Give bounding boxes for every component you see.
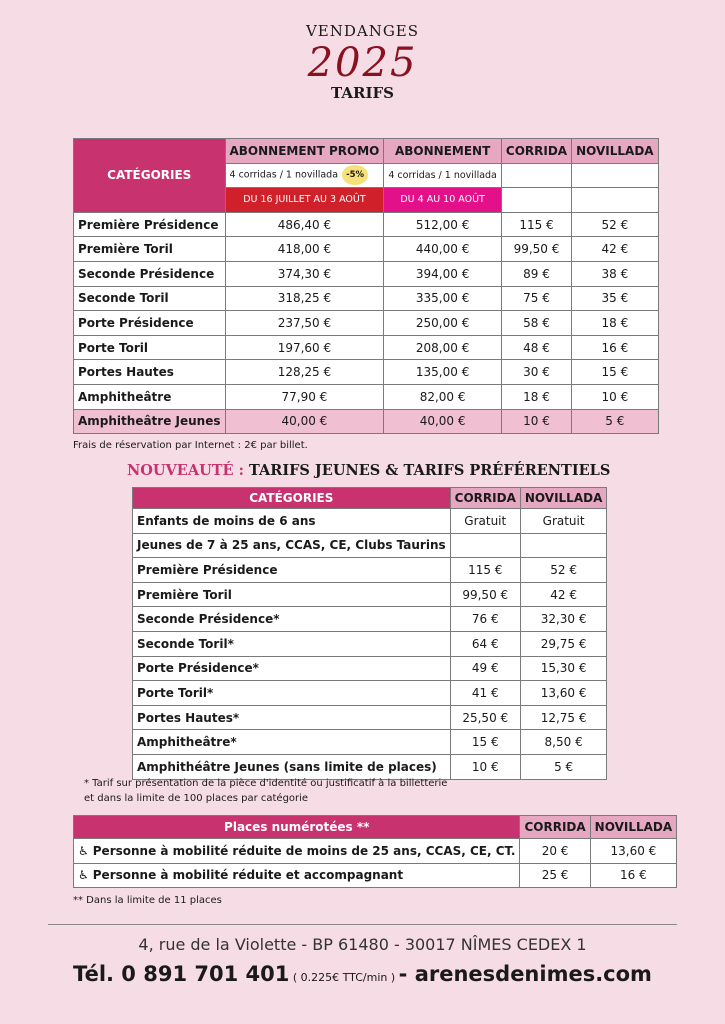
table-row xyxy=(74,384,659,409)
table-row xyxy=(74,261,659,286)
row-novillada: 5 € xyxy=(520,754,607,779)
header-year: 2025 xyxy=(307,40,418,86)
row-category: Portes Hautes* xyxy=(133,705,451,730)
row-corrida: 115 € xyxy=(501,212,571,237)
row-category: Portes Hautes xyxy=(74,360,226,385)
row-abonnement: 40,00 € xyxy=(384,409,502,434)
t1-header-categories: CATÉGORIES xyxy=(74,139,226,213)
row-category xyxy=(74,839,520,864)
tarif-note-line1: * Tarif sur présentation de la pièce d'identité ou justificatif à la billetterie xyxy=(84,778,448,789)
table-row xyxy=(133,558,607,583)
t1-sub-promo-text: 4 corridas / 1 novillada xyxy=(229,169,339,181)
row-category: Jeunes de 7 à 25 ans, CCAS, CE, Clubs Taurins xyxy=(133,533,451,558)
t3-header-places: Places numérotées ** xyxy=(74,816,520,839)
t1-empty-cell xyxy=(501,163,571,188)
row-category: Porte Toril xyxy=(74,335,226,360)
t1-sub-promo xyxy=(225,163,384,188)
row-category: Seconde Toril* xyxy=(133,631,451,656)
table-row xyxy=(133,509,607,534)
discount-badge: -5% xyxy=(342,165,368,185)
t1-date-promo: DU 16 JUILLET AU 3 AOÛT xyxy=(225,188,384,213)
row-novillada: 52 € xyxy=(520,558,607,583)
row-novillada: 35 € xyxy=(572,286,659,311)
row-category: Porte Toril* xyxy=(133,681,451,706)
row-abonnement: 512,00 € xyxy=(384,212,502,237)
footer-divider xyxy=(48,924,677,925)
row-corrida: 58 € xyxy=(501,311,571,336)
row-novillada: 12,75 € xyxy=(520,705,607,730)
footer-contact xyxy=(0,962,725,986)
row-category: Première Présidence xyxy=(74,212,226,237)
row-abonnement: 335,00 € xyxy=(384,286,502,311)
row-novillada: 16 € xyxy=(590,863,677,888)
row-corrida: Gratuit xyxy=(450,509,520,534)
row-novillada: 29,75 € xyxy=(520,631,607,656)
row-category: Amphithéâtre Jeunes (sans limite de places) xyxy=(133,754,451,779)
table-row xyxy=(133,607,607,632)
table-row xyxy=(74,212,659,237)
t1-empty-cell xyxy=(501,188,571,213)
nouveaute-title: TARIFS JEUNES & TARIFS PRÉFÉRENTIELS xyxy=(243,462,611,479)
tarif-note-line2: et dans la limite de 100 places par catégorie xyxy=(84,793,309,804)
t2-header-corrida: CORRIDA xyxy=(450,488,520,509)
row-novillada: 13,60 € xyxy=(520,681,607,706)
row-corrida: 41 € xyxy=(450,681,520,706)
row-corrida: 18 € xyxy=(501,384,571,409)
row-category: Première Toril xyxy=(74,237,226,262)
row-novillada: 13,60 € xyxy=(590,839,677,864)
row-promo: 197,60 € xyxy=(225,335,384,360)
row-novillada: 15,30 € xyxy=(520,656,607,681)
nouveaute-heading xyxy=(127,462,610,479)
row-novillada: 18 € xyxy=(572,311,659,336)
row-corrida: 89 € xyxy=(501,261,571,286)
table-row xyxy=(74,286,659,311)
table-row xyxy=(133,705,607,730)
row-corrida: 10 € xyxy=(501,409,571,434)
row-corrida xyxy=(450,533,520,558)
row-novillada: 42 € xyxy=(572,237,659,262)
table-row xyxy=(133,533,607,558)
table-row xyxy=(74,839,677,864)
row-corrida: 25,50 € xyxy=(450,705,520,730)
places-note: ** Dans la limite de 11 places xyxy=(73,895,222,906)
row-corrida: 48 € xyxy=(501,335,571,360)
row-corrida: 25 € xyxy=(520,863,590,888)
t2-header-categories: CATÉGORIES xyxy=(133,488,451,509)
page-header xyxy=(0,22,725,102)
header-tarifs: TARIFS xyxy=(331,84,394,102)
row-promo: 486,40 € xyxy=(225,212,384,237)
table-row xyxy=(133,582,607,607)
row-corrida: 30 € xyxy=(501,360,571,385)
t1-header-abonnement: ABONNEMENT xyxy=(384,139,502,164)
row-novillada: 32,30 € xyxy=(520,607,607,632)
row-category xyxy=(74,863,520,888)
row-abonnement: 250,00 € xyxy=(384,311,502,336)
t1-empty-cell xyxy=(572,163,659,188)
row-abonnement: 208,00 € xyxy=(384,335,502,360)
row-category: Enfants de moins de 6 ans xyxy=(133,509,451,534)
footer-tel: Tél. 0 891 701 401 xyxy=(73,962,290,986)
row-corrida: 75 € xyxy=(501,286,571,311)
row-abonnement: 394,00 € xyxy=(384,261,502,286)
t2-header-novillada: NOVILLADA xyxy=(520,488,607,509)
row-category: Amphitheâtre Jeunes xyxy=(74,409,226,434)
row-promo: 237,50 € xyxy=(225,311,384,336)
tarifs-jeunes-table xyxy=(132,487,607,780)
places-numerotees-table xyxy=(73,815,677,888)
t1-header-novillada: NOVILLADA xyxy=(572,139,659,164)
row-corrida: 115 € xyxy=(450,558,520,583)
row-novillada: 5 € xyxy=(572,409,659,434)
row-category: Seconde Présidence* xyxy=(133,607,451,632)
row-promo: 374,30 € xyxy=(225,261,384,286)
row-promo: 40,00 € xyxy=(225,409,384,434)
row-corrida: 99,50 € xyxy=(450,582,520,607)
footer-address: 4, rue de la Violette - BP 61480 - 30017 NÎMES CEDEX 1 xyxy=(138,935,587,954)
t1-empty-cell xyxy=(572,188,659,213)
nouveaute-label: NOUVEAUTÉ : xyxy=(127,462,244,479)
row-corrida: 15 € xyxy=(450,730,520,755)
row-novillada xyxy=(520,533,607,558)
table-row xyxy=(74,335,659,360)
table-row xyxy=(133,754,607,779)
row-category-text: Personne à mobilité réduite et accompagnant xyxy=(92,868,404,883)
row-abonnement: 440,00 € xyxy=(384,237,502,262)
row-category: Seconde Toril xyxy=(74,286,226,311)
t3-header-novillada: NOVILLADA xyxy=(590,816,677,839)
row-abonnement: 82,00 € xyxy=(384,384,502,409)
row-novillada: Gratuit xyxy=(520,509,607,534)
row-category: Amphitheâtre xyxy=(74,384,226,409)
footer-price: ( 0.225€ TTC/min ) xyxy=(289,971,399,984)
row-promo: 128,25 € xyxy=(225,360,384,385)
table-row xyxy=(133,631,607,656)
t1-header-promo: ABONNEMENT PROMO xyxy=(225,139,384,164)
table-row xyxy=(74,863,677,888)
row-corrida: 49 € xyxy=(450,656,520,681)
row-novillada: 52 € xyxy=(572,212,659,237)
row-corrida: 76 € xyxy=(450,607,520,632)
row-category: Première Toril xyxy=(133,582,451,607)
row-novillada: 16 € xyxy=(572,335,659,360)
table-row xyxy=(133,730,607,755)
row-category: Seconde Présidence xyxy=(74,261,226,286)
row-corrida: 20 € xyxy=(520,839,590,864)
row-novillada: 10 € xyxy=(572,384,659,409)
row-category: Porte Présidence* xyxy=(133,656,451,681)
row-abonnement: 135,00 € xyxy=(384,360,502,385)
header-vendanges: VENDANGES xyxy=(305,22,420,40)
wheelchair-icon: ♿ xyxy=(78,868,89,883)
row-category: Amphitheâtre* xyxy=(133,730,451,755)
row-novillada: 8,50 € xyxy=(520,730,607,755)
row-corrida: 99,50 € xyxy=(501,237,571,262)
wheelchair-icon: ♿ xyxy=(78,843,89,858)
table-row xyxy=(133,681,607,706)
row-promo: 77,90 € xyxy=(225,384,384,409)
row-novillada: 15 € xyxy=(572,360,659,385)
table-row xyxy=(74,311,659,336)
row-promo: 318,25 € xyxy=(225,286,384,311)
row-novillada: 42 € xyxy=(520,582,607,607)
internet-fee-note: Frais de réservation par Internet : 2€ par billet. xyxy=(73,440,308,451)
row-category: Première Présidence xyxy=(133,558,451,583)
row-category: Porte Présidence xyxy=(74,311,226,336)
table-row xyxy=(74,409,659,434)
row-category-text: Personne à mobilité réduite de moins de 25 ans, CCAS, CE, CT. xyxy=(92,843,516,858)
row-corrida: 64 € xyxy=(450,631,520,656)
t1-header-corrida: CORRIDA xyxy=(501,139,571,164)
table-row xyxy=(74,237,659,262)
t1-sub-abonnement: 4 corridas / 1 novillada xyxy=(384,163,502,188)
footer-site[interactable]: - arenesdenimes.com xyxy=(398,962,652,986)
row-corrida: 10 € xyxy=(450,754,520,779)
table-row xyxy=(133,656,607,681)
row-novillada: 38 € xyxy=(572,261,659,286)
t1-date-abonnement: DU 4 AU 10 AOÛT xyxy=(384,188,502,213)
row-promo: 418,00 € xyxy=(225,237,384,262)
t3-header-corrida: CORRIDA xyxy=(520,816,590,839)
abonnement-table xyxy=(73,138,659,434)
table-row xyxy=(74,360,659,385)
